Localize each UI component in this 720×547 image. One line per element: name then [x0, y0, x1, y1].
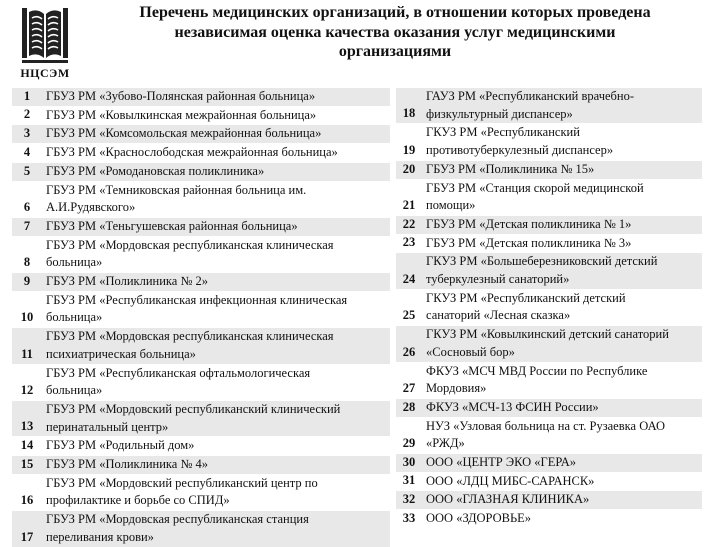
- organization-name-line: ГБУЗ РМ «Краснослободская межрайонная больница»: [46, 145, 338, 160]
- logo: [8, 2, 82, 84]
- row-number: 5: [12, 162, 42, 181]
- table-row: [12, 511, 390, 547]
- table-row: [12, 328, 390, 364]
- organization-name: [42, 236, 390, 272]
- table-row: [396, 253, 702, 289]
- page-title: [95, 3, 695, 62]
- table-row: [396, 160, 702, 179]
- organization-name-line: больница»: [46, 383, 103, 398]
- row-number: 13: [12, 400, 42, 436]
- row-number: 30: [396, 454, 422, 473]
- title-line: независимая оценка качества оказания услуг медицинскими: [174, 23, 616, 41]
- table-row: [12, 474, 390, 510]
- organization-name-line: профилактике и борьбе со СПИД»: [46, 493, 230, 508]
- row-number: 2: [12, 106, 42, 125]
- table-row: [12, 217, 390, 236]
- row-number: 12: [12, 364, 42, 400]
- organization-name-line: ГКУЗ РМ «Большеберезниковский детский: [426, 254, 658, 269]
- organization-name-line: помощи»: [426, 198, 476, 213]
- row-number: 18: [396, 88, 422, 124]
- organization-name-line: туберкулезный санаторий»: [426, 272, 570, 287]
- organization-name-line: ГБУЗ РМ «Поликлиника № 2»: [46, 274, 209, 289]
- table-row: [396, 326, 702, 362]
- table-row: [396, 362, 702, 398]
- organization-name: [422, 124, 702, 160]
- table-row: [396, 215, 702, 234]
- organization-name: [422, 362, 702, 398]
- organization-name-line: психиатрическая больница»: [46, 346, 196, 361]
- organization-name-line: физкультурный диспансер»: [426, 106, 573, 121]
- organization-name: [42, 291, 390, 327]
- organization-name: [422, 215, 702, 234]
- right-organization-table: [396, 87, 702, 528]
- row-number: 4: [12, 144, 42, 163]
- table-row: [12, 106, 390, 125]
- row-number: 16: [12, 474, 42, 510]
- organization-name-line: ГБУЗ РМ «Республиканская офтальмологическая: [46, 365, 311, 380]
- row-number: 31: [396, 472, 422, 491]
- organization-name: [422, 491, 702, 510]
- row-number: 24: [396, 253, 422, 289]
- row-number: 33: [396, 510, 422, 528]
- organization-name-line: ГБУЗ РМ «Мордовская республиканская станция: [46, 512, 309, 527]
- row-number: 26: [396, 326, 422, 362]
- row-number: 7: [12, 217, 42, 236]
- organization-name-line: ГБУЗ РМ «Поликлиника № 4»: [46, 457, 209, 472]
- organization-name-line: ГБУЗ РМ «Теньгушевская районная больница»: [46, 218, 298, 233]
- organization-name-line: ГБУЗ РМ «Поликлиника № 15»: [426, 161, 595, 176]
- organization-name: [42, 106, 390, 125]
- table-row: [12, 125, 390, 144]
- row-number: 25: [396, 289, 422, 325]
- table-row: [396, 289, 702, 325]
- table-row: [12, 456, 390, 475]
- organization-name: [422, 454, 702, 473]
- table-row: [12, 162, 390, 181]
- table-row: [12, 291, 390, 327]
- organization-name-line: ГБУЗ РМ «Республиканская инфекционная клиническая: [46, 292, 348, 307]
- organization-name-line: ГБУЗ РМ «Мордовский республиканский центр по: [46, 475, 318, 490]
- organization-name-line: ГКУЗ РМ «Республиканский детский: [426, 290, 626, 305]
- organization-name-line: ГБУЗ РМ «Родильный дом»: [46, 438, 195, 453]
- organization-name: [42, 474, 390, 510]
- table-row: [12, 437, 390, 456]
- table-row: [396, 234, 702, 253]
- organization-name: [422, 326, 702, 362]
- table-row: [12, 236, 390, 272]
- table-row: [396, 88, 702, 124]
- organization-name-line: «РЖД»: [426, 436, 465, 451]
- organization-name-line: Мордовия»: [426, 381, 487, 396]
- organization-name-line: ГБУЗ РМ «Мордовская республиканская клиническая: [46, 237, 334, 252]
- organization-name: [422, 289, 702, 325]
- table-row: [396, 472, 702, 491]
- title-line: Перечень медицинских организаций, в отношении которых проведена: [139, 4, 651, 21]
- organization-name-line: переливания крови»: [46, 529, 154, 544]
- organization-name: [422, 88, 702, 124]
- organization-name: [42, 456, 390, 475]
- organization-name: [42, 273, 390, 292]
- organization-name-line: санаторий «Лесная сказка»: [426, 308, 571, 323]
- organization-name: [422, 472, 702, 491]
- organization-name-line: ГБУЗ РМ «Детская поликлиника № 1»: [426, 216, 632, 231]
- organization-name: [422, 160, 702, 179]
- organization-name-line: ГАУЗ РМ «Республиканский врачебно-: [426, 89, 634, 103]
- row-number: 20: [396, 160, 422, 179]
- organization-name: [42, 511, 390, 547]
- organization-name-line: ГБУЗ РМ «Детская поликлиника № 3»: [426, 235, 632, 250]
- organization-name-line: ООО «ГЛАЗНАЯ КЛИНИКА»: [426, 492, 590, 507]
- organization-name-line: ГБУЗ РМ «Станция скорой медицинской: [426, 180, 644, 195]
- organization-name-line: «Сосновый бор»: [426, 344, 515, 359]
- table-row: [396, 510, 702, 528]
- organization-name: [42, 217, 390, 236]
- table-row: [396, 179, 702, 215]
- organization-name-line: больница»: [46, 255, 103, 270]
- organization-name-line: ГБУЗ РМ «Темниковская районная больница им.: [46, 182, 307, 197]
- logo-text: НЦСЭМ: [20, 66, 70, 80]
- table-row: [396, 491, 702, 510]
- row-number: 29: [396, 417, 422, 453]
- organization-name-line: перинатальный центр»: [46, 419, 169, 434]
- table-row: [12, 181, 390, 217]
- table-row: [12, 364, 390, 400]
- row-number: 3: [12, 125, 42, 144]
- organization-name: [42, 328, 390, 364]
- row-number: 32: [396, 491, 422, 510]
- row-number: 10: [12, 291, 42, 327]
- organization-name-line: ГБУЗ РМ «Мордовская республиканская клиническая: [46, 329, 334, 344]
- organization-name-line: противотуберкулезный диспансер»: [426, 143, 614, 158]
- table-row: [12, 273, 390, 292]
- organization-name-line: ГБУЗ РМ «Ковылкинская межрайонная больница»: [46, 107, 317, 122]
- left-organization-table: [12, 87, 390, 547]
- organization-name: [422, 417, 702, 453]
- organization-name-line: ООО «ЛДЦ МИБС-САРАНСК»: [426, 473, 595, 488]
- organization-name-line: НУЗ «Узловая больница на ст. Рузаевка ОАО: [426, 418, 666, 433]
- organization-name: [42, 125, 390, 144]
- row-number: 22: [396, 215, 422, 234]
- row-number: 17: [12, 511, 42, 547]
- organization-name: [42, 437, 390, 456]
- organization-name: [42, 364, 390, 400]
- organization-name: [42, 181, 390, 217]
- row-number: 6: [12, 181, 42, 217]
- organization-name: [422, 253, 702, 289]
- table-row: [12, 400, 390, 436]
- organization-name: [422, 510, 702, 528]
- row-number: 14: [12, 437, 42, 456]
- row-number: 21: [396, 179, 422, 215]
- organization-name: [422, 398, 702, 417]
- row-number: 23: [396, 234, 422, 253]
- organization-name-line: ГКУЗ РМ «Республиканский: [426, 125, 580, 140]
- row-number: 8: [12, 236, 42, 272]
- row-number: 19: [396, 124, 422, 160]
- table-row: [396, 124, 702, 160]
- row-number: 11: [12, 328, 42, 364]
- organization-name-line: ГБУЗ РМ «Комсомольская межрайонная больница»: [46, 126, 322, 141]
- organization-name-line: ГБУЗ РМ «Мордовский республиканский клинический: [46, 401, 341, 416]
- row-number: 15: [12, 456, 42, 475]
- title-line: организациями: [338, 43, 452, 60]
- organization-name-line: ГКУЗ РМ «Ковылкинский детский санаторий: [426, 327, 669, 342]
- organization-name: [42, 400, 390, 436]
- organization-name: [42, 88, 390, 107]
- table-row: [396, 398, 702, 417]
- table-row: [396, 454, 702, 473]
- row-number: 27: [396, 362, 422, 398]
- organization-name: [42, 144, 390, 163]
- table-row: [12, 144, 390, 163]
- row-number: 28: [396, 398, 422, 417]
- organization-name: [422, 234, 702, 253]
- organization-name-line: ФКУЗ «МСЧ-13 ФСИН России»: [426, 399, 599, 414]
- table-row: [12, 88, 390, 107]
- organization-name-line: ООО «ЦЕНТР ЭКО «ГЕРА»: [426, 455, 577, 470]
- table-row: [396, 417, 702, 453]
- organization-name-line: ФКУЗ «МСЧ МВД России по Республике: [426, 363, 648, 378]
- organization-name: [422, 179, 702, 215]
- organization-name-line: больница»: [46, 310, 103, 325]
- organization-name-line: ГБУЗ РМ «Зубово-Полянская районная больница»: [46, 89, 316, 103]
- organization-name: [42, 162, 390, 181]
- row-number: 9: [12, 273, 42, 292]
- book-icon: [20, 4, 70, 66]
- row-number: 1: [12, 88, 42, 107]
- organization-name-line: А.И.Рудявского»: [46, 200, 136, 215]
- organization-name-line: ГБУЗ РМ «Ромодановская поликлиника»: [46, 163, 265, 178]
- organization-name-line: ООО «ЗДОРОВЬЕ»: [426, 511, 532, 526]
